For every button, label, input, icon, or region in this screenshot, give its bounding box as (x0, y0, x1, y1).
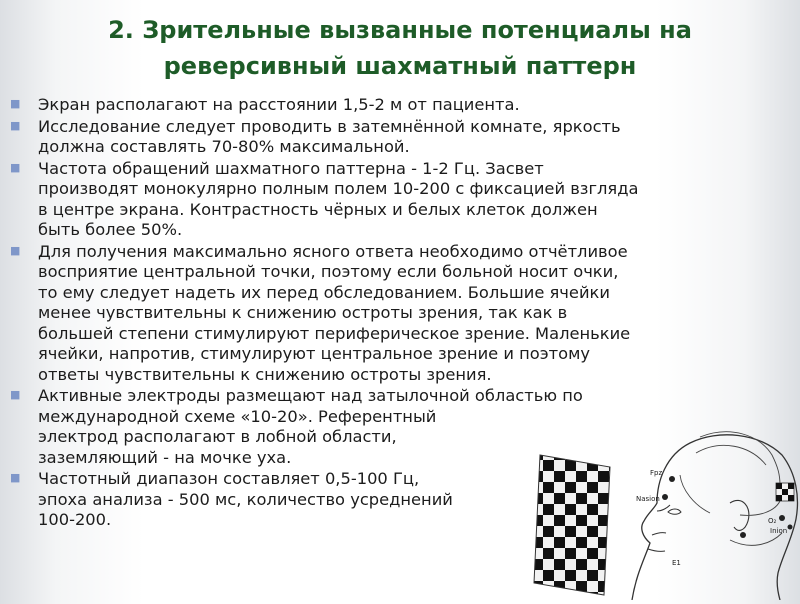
bullet-line: ячейки, напротив, стимулируют центральное зрение и поэтому (38, 344, 591, 363)
bullet-line: восприятие центральной точки, поэтому если больной носит очки, (38, 262, 619, 281)
bullet-line: Для получения максимально ясного ответа необходимо отчётливое (38, 241, 628, 261)
checkerboard-pattern-icon (532, 449, 612, 597)
o2-label: O₂ (768, 517, 777, 525)
bullet-line: в центре экрана. Контрастность чёрных и белых клеток должен (38, 199, 598, 219)
nasion-label: Nasion (636, 495, 660, 503)
square-bullet-icon: ■ (10, 160, 21, 174)
bullet-line: быть более 50%. (38, 220, 183, 239)
bullet-item (10, 242, 770, 386)
bullet-line: должна составлять 70-80% максимальной. (38, 137, 410, 156)
bullet-line: Экран располагают на расстоянии 1,5-2 м от пациента. (38, 95, 520, 114)
bullet-line: большей степени стимулируют периферическое зрение. Маленькие (38, 323, 631, 343)
bullet-line: ответы чувствительны к снижению остроты зрения. (38, 364, 492, 384)
bullet-line: 100-200. (38, 510, 112, 529)
slide-title (20, 12, 780, 84)
fpz-label: Fpz (650, 469, 663, 477)
bullet-line: международной схеме «10-20». Референтный (38, 406, 437, 426)
bullet-line: эпоха анализа - 500 мс, количество усреднений (38, 489, 453, 509)
checkerboard-svg (532, 449, 612, 597)
square-bullet-icon: ■ (10, 243, 21, 257)
slide-title-line-1: 2. Зрительные вызванные потенциалы на (108, 16, 692, 44)
head-diagram-svg (610, 415, 800, 600)
e1-label: E1 (672, 559, 681, 567)
bullet-line: Частота обращений шахматного паттерна - 1-2 Гц. Засвет (38, 158, 544, 178)
bullet-line: заземляющий - на мочке уха. (38, 447, 292, 467)
bullet-line: Частотный диапазон составляет 0,5-100 Гц, (38, 469, 420, 488)
inion-label: Inion (770, 527, 788, 535)
bullet-item (10, 95, 770, 116)
slide-title-line-2: реверсивный шахматный паттерн (163, 52, 637, 80)
bullet-line: Активные электроды размещают над затылочной областью по (38, 386, 583, 405)
bullet-line: электрод располагают в лобной области, (38, 427, 397, 446)
square-bullet-icon: ■ (10, 118, 21, 132)
bullet-item (10, 159, 770, 241)
square-bullet-icon: ■ (10, 471, 21, 484)
head-profile-electrodes-icon (610, 415, 800, 600)
bullet-line: менее чувствительны к снижению остроты зрения, так как в (38, 303, 568, 322)
bullet-line: производят монокулярно полным полем 10-200 с фиксацией взгляда (38, 179, 639, 198)
square-bullet-icon: ■ (10, 97, 21, 110)
bullet-item (10, 117, 770, 158)
bullet-line: Исследование следует проводить в затемнённой комнате, яркость (38, 116, 621, 136)
square-bullet-icon: ■ (10, 388, 21, 401)
bullet-line: то ему следует надеть их перед обследованием. Большие ячейки (38, 282, 610, 302)
